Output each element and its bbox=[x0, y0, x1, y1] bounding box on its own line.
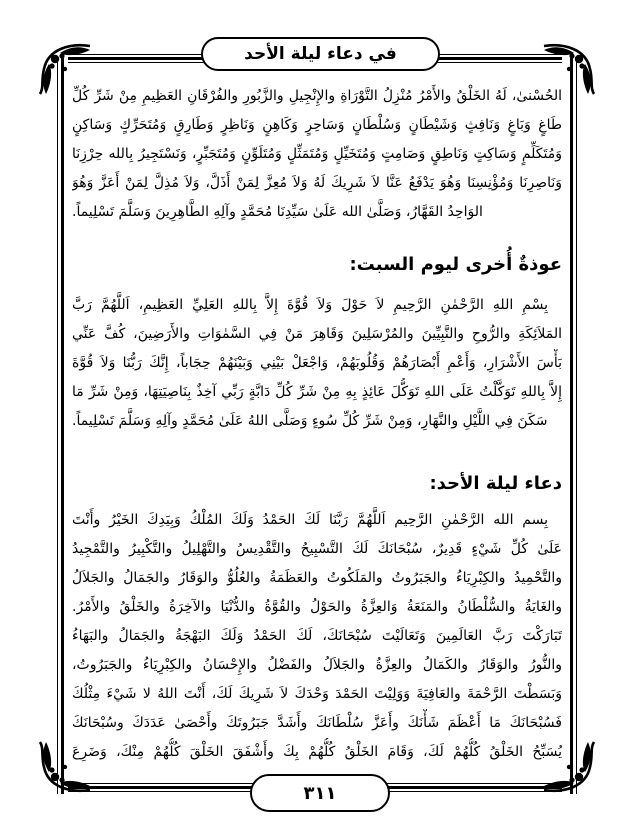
corner-flourish-icon bbox=[38, 42, 92, 96]
text-line: إِلاَّ بِاللهِ تَوَكَّلْتُ عَلَى اللهِ تَوَكُّلَ عَائِذٍ بِهِ مِنْ شَرِّ كُلِّ دَابَّةٍ رَبِّي آخِذٌ بِنَاصِيَتِهَا، وَمِنْ شَرِّ مَا bbox=[72, 384, 562, 400]
paragraph-saturday-protection bbox=[72, 291, 562, 436]
corner-flourish-icon bbox=[542, 42, 596, 96]
text-line: بِسم الله الرَّحْمٰنِ الرَّحِيم اَللَّهُمَّ رَبَّنَا لَكَ الحَمْدُ وَلَكَ المُلْكُ وَبِيَدِكَ الخَيْرُ وأَنْتَ bbox=[72, 512, 548, 528]
paragraph-continuation bbox=[72, 82, 562, 227]
text-line: المَلاَئِكَةِ والرُّوحِ والنَّبِيِّينَ والمُرْسَلِينَ وَقَاهِرَ مَنْ فِي السَّمٰوَاتِ والأَرَضِينَ، كُفَّ عَنِّي bbox=[72, 326, 562, 342]
text-line: يُسَبِّحُ الخَلْقُ كُلُّهُمْ لَكَ، وَقَامَ الخَلْقُ كُلُّهُمْ بِكَ وأَشْفَقَ الخَلْقَ كُلُّهُمْ مِنْكَ، وَضَرِعَ bbox=[72, 744, 562, 760]
corner-flourish-icon bbox=[542, 740, 596, 794]
text-line: والنُّورُ والوَقَارُ والكَمَالُ والعِزَّةُ والجَلاَلُ والفَضْلُ والإِحْسَانُ والكِبْرِيَاءُ والجَبَرُوتُ، bbox=[72, 657, 562, 673]
page-title: في دعاء ليلة الأحد bbox=[244, 44, 397, 64]
text-line: عَلَىٰ كُلِّ شَيْءٍ قَدِيرٌ، سُبْحَانَكَ لَكَ التَّسْبِيحُ والتَّقْدِيسُ والتَّهْلِيلُ والتَّكْبِيرُ والتَّمْجِيدُ bbox=[72, 541, 562, 557]
text-line: والتَّحْمِيدُ والكِبْرِيَاءُ والجَبَرُوتُ والمَلَكُوتُ والعَظَمَةُ والعُلُوُّ والوَقَارُ والجَمَالُ والجَلاَلُ bbox=[72, 570, 562, 586]
text-line: سَكَنَ فِي اللَّيْلِ والنَّهَارِ، وَمِنْ شَرِّ كُلِّ سُوءٍ وَصَلَّى اللهُ عَلَىٰ مُحَمَّدٍ وآلِهِ وَسَلَّمَ تَسْلِيماً. bbox=[72, 413, 548, 429]
text-line: الوَاحِدُ القَهَّارُ، وَصَلَّىٰ الله عَلَىٰ سَيِّدِنَا مُحَمَّدٍ وآلِهِ الطَّاهِرِينَ وَسَلَّمَ تَسْلِيماً. bbox=[72, 204, 483, 220]
corner-flourish-icon bbox=[38, 740, 92, 794]
section-heading-saturday-protection: عوذةٌ أُخرى ليوم السبت: bbox=[349, 254, 562, 275]
text-line: وَمُتَكَلِّمٍ وَسَاكِتٍ وَنَاطِقٍ وَصَامِتٍ وَمُتَخَيِّلٍ وَمُتَمَثِّلٍ وَمُتَلَوِّنٍ وَمُتَجَبِّرٍ، وَنَسْتَجِيرُ بِالله حِرْزِنَا bbox=[72, 146, 562, 162]
text-line: وَنَاصِرِنَا وَمُؤْنِسِنَا وَهُوَ يَدْفَعُ عَنَّا لاَ شَرِيكَ لَهُ وَلاَ مُعِزَّ لِمَنْ أَذَلَّ، وَلاَ مُذِلَّ لِمَنْ أَعَزَّ وَهُوَ bbox=[72, 175, 562, 191]
text-line: الحُسْنىٰ، لَهُ الخَلْقُ والأَمْرُ مُنْزِلُ التَّوْرَاةِ والإِنْجِيلِ والزَّبُورِ والفُرْقَانِ العَظِيمِ مِنْ شَرِّ كُلِّ bbox=[72, 88, 562, 104]
text-line: طَاغٍ وَبَاغٍ وَنَافِثٍ وَشَيْطَانٍ وَسُلْطَانٍ وَسَاحِرٍ وَكَاهِنٍ وَنَاظِرٍ وَطَارِقٍ وَمُتَحَرِّكٍ وَسَاكِنٍ bbox=[72, 117, 562, 133]
text-line: وَبَسَطْتَ الرَّحْمَةَ والعَافِيَةَ وَوَلِيْتَ الحَمْدَ وَحْدَكَ لاَ شَرِيكَ لَكَ، أَنْتَ اللهُ لا شَيْءَ مِثْلُكَ bbox=[72, 686, 562, 702]
text-line: فَسُبْحَانَكَ مَا أَعْظَمَ شَأْنَكَ وأَعَزَّ سُلْطَانَكَ وأَشَدَّ جَبَرُوتَكَ وأَحْصَىٰ عَدَدَكَ وسُبْحَانَكَ bbox=[72, 715, 562, 731]
text-line: بَأْسَ الأَشْرَارِ، وَأَعْمِ أَبْصَارَهُمْ وَقُلُوبَهُمْ، وَاجْعَلْ بَيْنِي وَبَيْنَهُمْ حِجَاباً، إِنَّكَ رَبُّنَا وَلاَ قُوَّةَ bbox=[72, 355, 562, 371]
page-number: ٣١١ bbox=[303, 782, 337, 804]
paragraph-sunday-night-prayer bbox=[72, 506, 562, 767]
frame-right-inner-line bbox=[570, 58, 573, 794]
section-heading-sunday-night-prayer: دعاء ليلة الأحد: bbox=[429, 473, 562, 494]
page-number-cartouche bbox=[250, 774, 390, 812]
text-line: والغَايَةُ والسُّلْطَانُ والمَنَعَةُ وَالعِزَّةُ والحَوْلُ والقُوَّةُ والدُّنْيَا والآخِرَةُ والخَلْقُ والأَمْرُ. bbox=[72, 599, 562, 615]
text-line: بِسْمِ اللهِ الرَّحْمٰنِ الرَّحِيمِ لاَ حَوْلَ وَلاَ قُوَّةَ إِلاَّ بِاللهِ العَلِيِّ العَظِيمِ، اَللَّهُمَّ رَبَّ bbox=[72, 297, 548, 313]
frame-left-outer-line bbox=[57, 58, 58, 794]
text-line: تَبَارَكْتَ رَبَّ العَالَمِينَ وَتَعَالَيْتَ سُبْحَانَكَ، لَكَ الحَمْدُ وَلَكَ البَهْجَةُ والجَمَالُ والبَهَاءُ bbox=[72, 628, 562, 644]
frame-left-inner-line bbox=[61, 58, 64, 794]
frame-right-outer-line bbox=[576, 58, 577, 794]
header-cartouche bbox=[201, 37, 440, 71]
